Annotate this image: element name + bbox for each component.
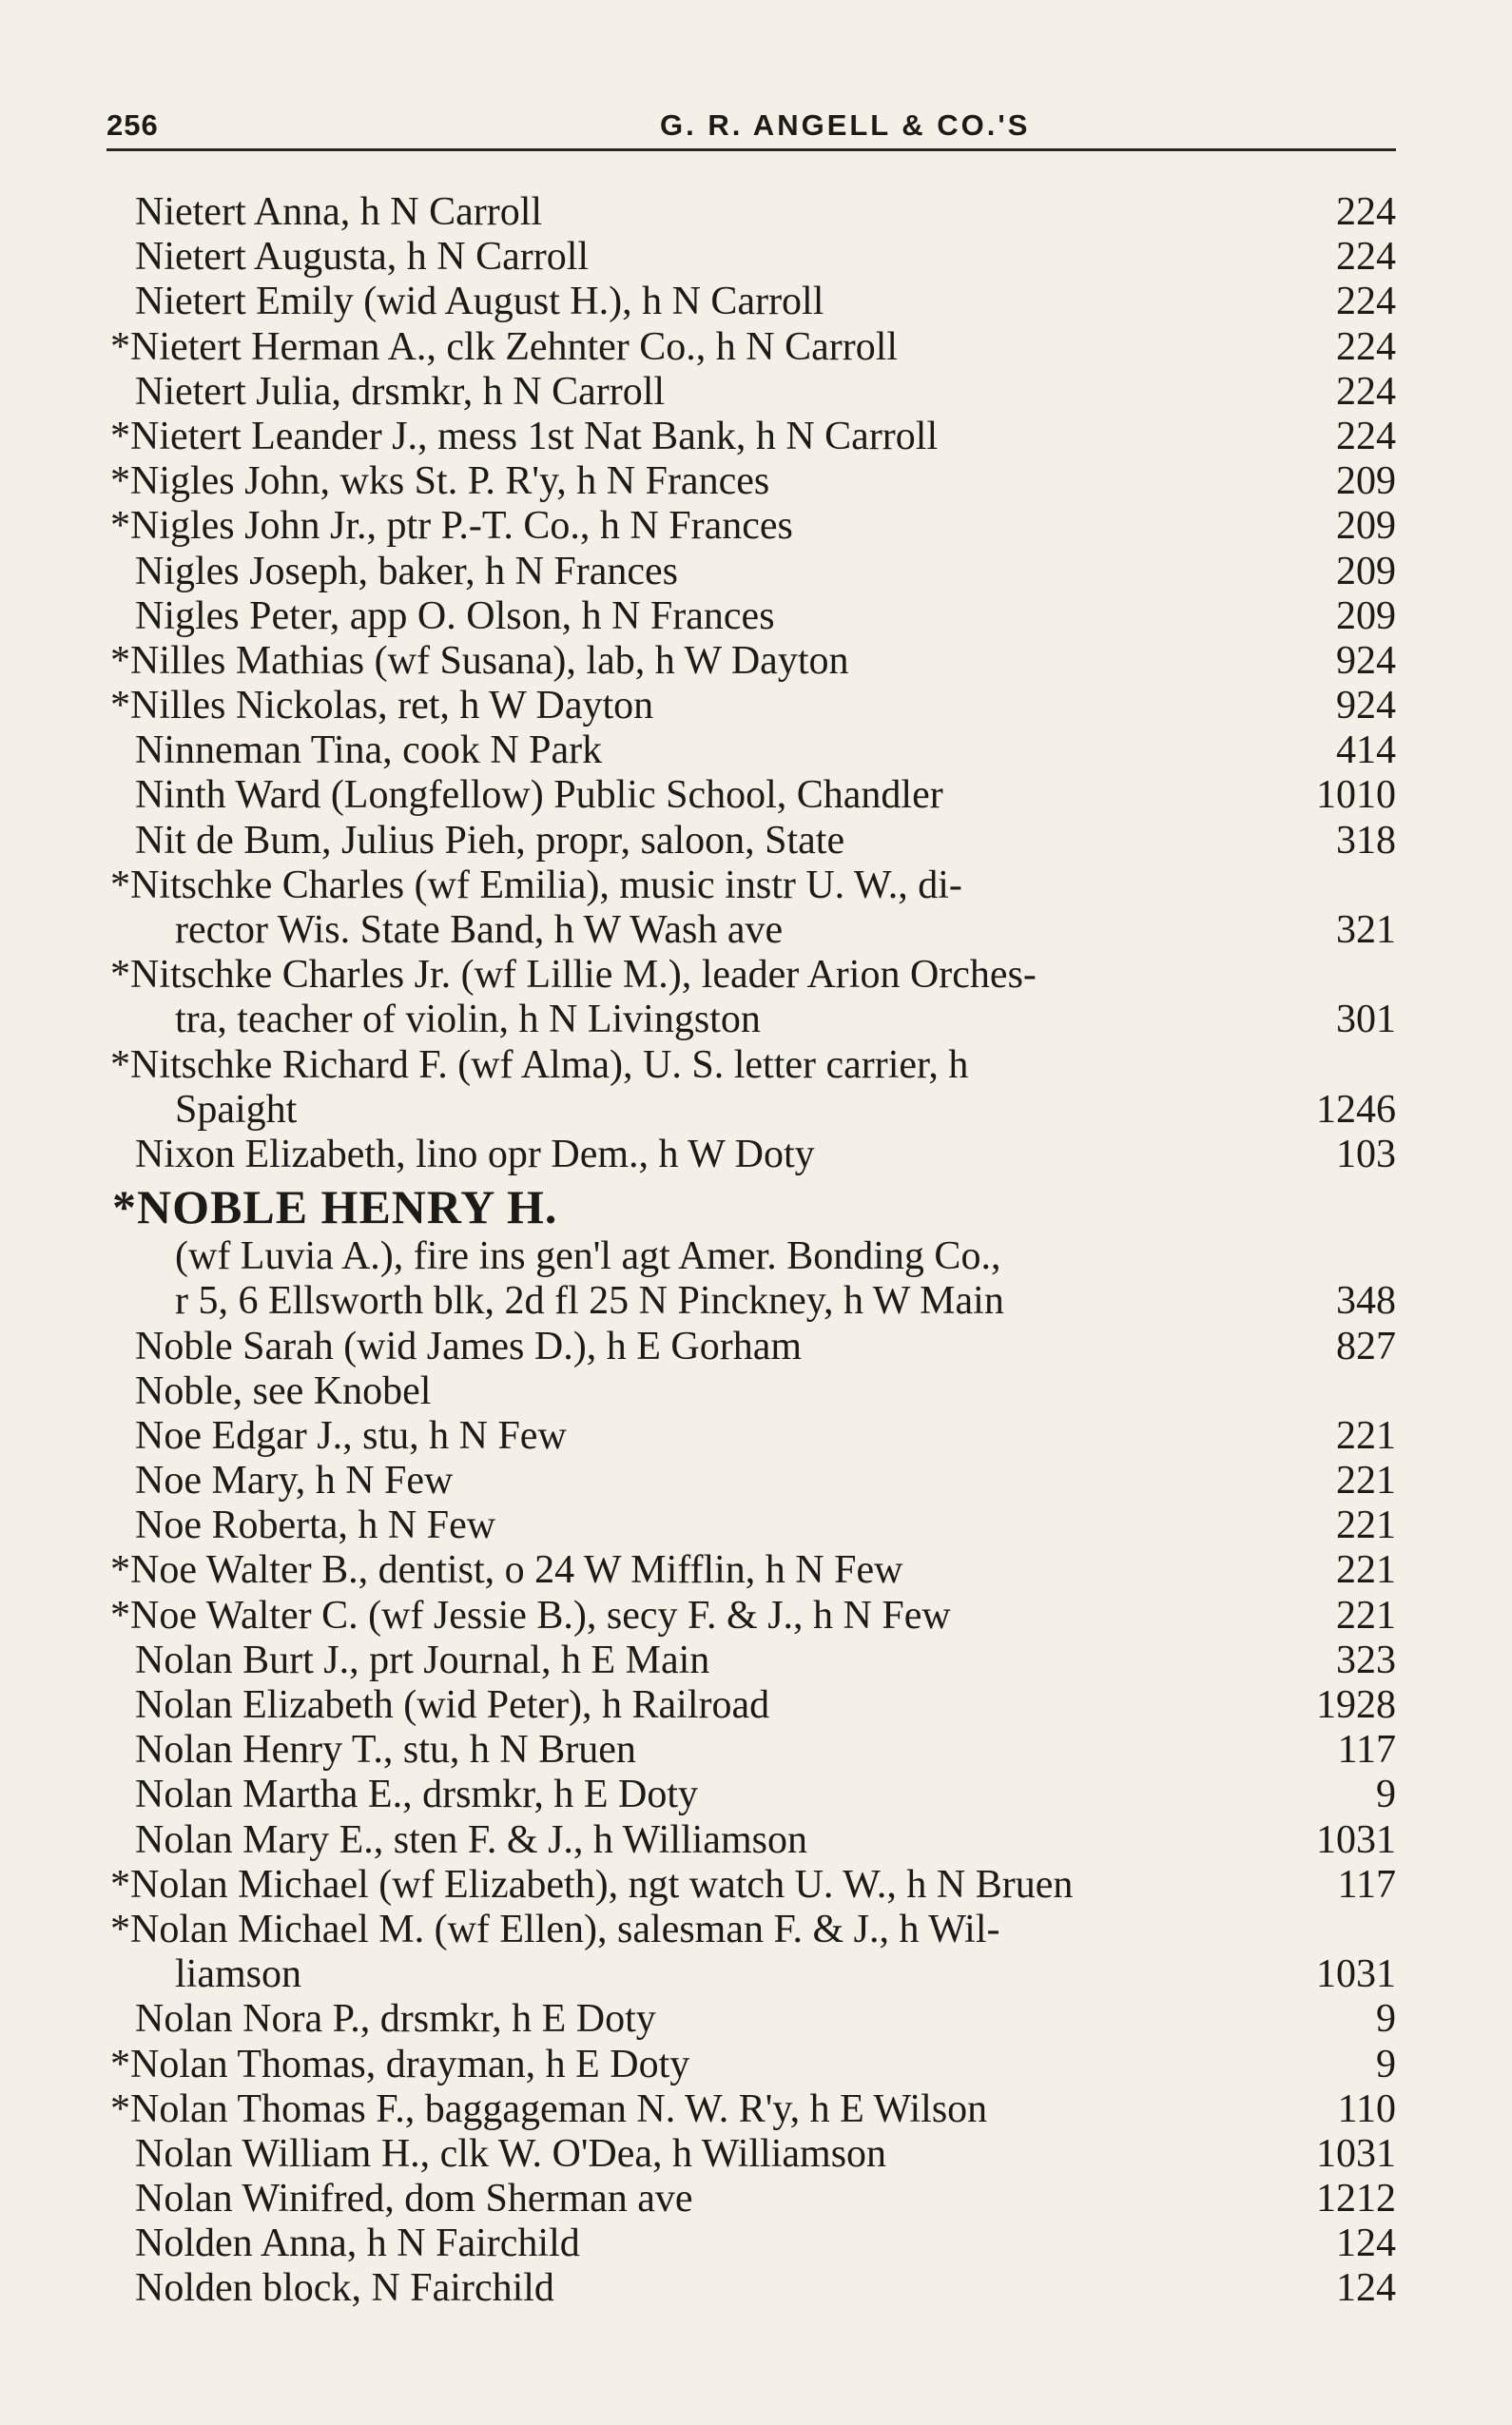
ward-number: 1031 <box>1316 1817 1396 1862</box>
ward-number: 124 <box>1336 2266 1396 2311</box>
directory-entries <box>107 190 1396 2312</box>
entry-heading <box>107 1177 1396 1234</box>
ward-number: 224 <box>1336 190 1396 234</box>
entry-text: *Nigles John, wks St. P. R'y, h N Frances <box>110 459 770 504</box>
directory-entry <box>107 1504 1396 1548</box>
ward-number: 209 <box>1336 459 1396 504</box>
entry-text: Nolan Winifred, dom Sherman ave <box>135 2177 693 2221</box>
ward-number: 110 <box>1337 2086 1396 2131</box>
directory-entry <box>107 1459 1396 1504</box>
entry-continuation <box>107 1279 1396 1324</box>
entry-text: rector Wis. State Band, h W Wash ave <box>175 908 784 952</box>
entry-text: Nolan Nora P., drsmkr, h E Doty <box>135 1997 656 2042</box>
entry-text: *NOBLE HENRY H. <box>112 1180 558 1234</box>
directory-entry <box>107 1133 1396 1177</box>
directory-entry <box>107 459 1396 504</box>
entry-text: Nietert Julia, drsmkr, h N Carroll <box>135 369 666 414</box>
ward-number: 318 <box>1336 818 1396 863</box>
entry-text: *Nolan Thomas F., baggageman N. W. R'y, h E Wilson <box>110 2086 988 2131</box>
directory-entry <box>107 863 1396 908</box>
ward-number: 224 <box>1336 235 1396 280</box>
ward-number: 221 <box>1336 1413 1396 1458</box>
ward-number: 103 <box>1336 1132 1396 1176</box>
directory-entry <box>107 1043 1396 1088</box>
directory-entry <box>107 1773 1396 1817</box>
entry-text: Nolan William H., clk W. O'Dea, h Williamson <box>135 2131 887 2176</box>
directory-entry <box>107 2221 1396 2266</box>
ward-number: 221 <box>1336 1548 1396 1593</box>
directory-entry <box>107 2087 1396 2132</box>
ward-number: 209 <box>1336 593 1396 638</box>
directory-entry <box>107 550 1396 594</box>
directory-entry <box>107 819 1396 863</box>
directory-entry <box>107 235 1396 280</box>
directory-entry <box>107 1639 1396 1683</box>
directory-entry <box>107 280 1396 324</box>
ward-number: 224 <box>1336 324 1396 369</box>
directory-entry <box>107 190 1396 235</box>
entry-text: (wf Luvia A.), fire ins gen'l agt Amer. Bonding Co., <box>175 1234 1001 1279</box>
entry-text: *Nitschke Charles Jr. (wf Lillie M.), leader Arion Orches- <box>110 953 1037 998</box>
directory-entry <box>107 639 1396 684</box>
page-number: 256 <box>107 108 159 142</box>
ward-number: 9 <box>1376 1997 1396 2042</box>
directory-entry <box>107 1997 1396 2042</box>
entry-text: *Nolan Michael M. (wf Ellen), salesman F. & J., h Wil- <box>110 1907 1000 1951</box>
entry-text: Nietert Anna, h N Carroll <box>135 190 543 234</box>
entry-text: *Nigles John Jr., ptr P.-T. Co., h N Frances <box>110 504 793 549</box>
directory-entry <box>107 953 1396 998</box>
directory-entry <box>107 1818 1396 1863</box>
entry-continuation <box>107 1234 1396 1279</box>
entry-continuation <box>107 998 1396 1042</box>
entry-text: Nietert Augusta, h N Carroll <box>135 235 590 280</box>
ward-number: 1246 <box>1316 1087 1396 1132</box>
ward-number: 1031 <box>1316 1952 1396 1997</box>
entry-text: *Noe Walter C. (wf Jessie B.), secy F. & J., h N Few <box>110 1593 951 1638</box>
entry-text: Nigles Joseph, baker, h N Frances <box>135 549 679 593</box>
entry-continuation <box>107 1952 1396 1997</box>
directory-entry <box>107 594 1396 639</box>
ward-number: 9 <box>1376 2042 1396 2086</box>
ward-number: 9 <box>1376 1773 1396 1817</box>
entry-text: Noble, see Knobel <box>135 1368 432 1413</box>
ward-number: 221 <box>1336 1459 1396 1504</box>
entry-text: tra, teacher of violin, h N Livingston <box>175 998 761 1042</box>
directory-entry <box>107 325 1396 370</box>
entry-text: Nigles Peter, app O. Olson, h N Frances <box>135 593 775 638</box>
directory-entry <box>107 1414 1396 1459</box>
ward-number: 1212 <box>1316 2177 1396 2221</box>
ward-number: 323 <box>1336 1638 1396 1682</box>
entry-continuation <box>107 1088 1396 1133</box>
entry-text: *Nolan Thomas, drayman, h E Doty <box>110 2042 690 2086</box>
directory-entry <box>107 1908 1396 1952</box>
directory-entry <box>107 1548 1396 1593</box>
ward-number: 224 <box>1336 280 1396 324</box>
entry-text: Nolan Burt J., prt Journal, h E Main <box>135 1638 710 1682</box>
ward-number: 224 <box>1336 414 1396 458</box>
directory-entry <box>107 2177 1396 2221</box>
directory-entry <box>107 504 1396 549</box>
entry-text: Spaight <box>175 1087 298 1132</box>
ward-number: 301 <box>1336 998 1396 1042</box>
ward-number: 209 <box>1336 549 1396 593</box>
ward-number: 348 <box>1336 1279 1396 1324</box>
entry-text: Noe Roberta, h N Few <box>135 1504 496 1548</box>
ward-number: 117 <box>1337 1728 1396 1773</box>
entry-text: Nolan Martha E., drsmkr, h E Doty <box>135 1773 699 1817</box>
directory-entry <box>107 370 1396 415</box>
directory-entry <box>107 1863 1396 1908</box>
entry-text: *Noe Walter B., dentist, o 24 W Mifflin, h N Few <box>110 1548 903 1593</box>
ward-number: 924 <box>1336 638 1396 683</box>
entry-text: Nixon Elizabeth, lino opr Dem., h W Doty <box>135 1132 815 1176</box>
entry-text: Nit de Bum, Julius Pieh, propr, saloon, State <box>135 818 845 863</box>
ward-number: 221 <box>1336 1504 1396 1548</box>
entry-text: *Nietert Herman A., clk Zehnter Co., h N Carroll <box>110 324 899 369</box>
entry-text: Nolan Elizabeth (wid Peter), h Railroad <box>135 1683 770 1727</box>
page-header <box>107 103 1396 151</box>
entry-text: Ninth Ward (Longfellow) Public School, Chandler <box>135 773 943 818</box>
entry-text: Ninneman Tina, cook N Park <box>135 728 603 773</box>
directory-entry <box>107 1325 1396 1369</box>
directory-entry <box>107 773 1396 818</box>
running-head: G. R. ANGELL & CO.'S <box>660 108 1031 142</box>
entry-text: *Nietert Leander J., mess 1st Nat Bank, h N Carroll <box>110 414 939 458</box>
entry-text: *Nitschke Richard F. (wf Alma), U. S. letter carrier, h <box>110 1042 969 1087</box>
directory-entry <box>107 415 1396 459</box>
entry-continuation <box>107 908 1396 953</box>
entry-text: r 5, 6 Ellsworth blk, 2d fl 25 N Pinckney, h W Main <box>175 1279 1004 1324</box>
entry-text: Nolan Henry T., stu, h N Bruen <box>135 1728 636 1773</box>
directory-entry <box>107 684 1396 728</box>
entry-text: *Nilles Nickolas, ret, h W Dayton <box>110 684 654 728</box>
ward-number: 1010 <box>1316 773 1396 818</box>
ward-number: 124 <box>1336 2221 1396 2266</box>
directory-entry <box>107 2132 1396 2177</box>
ward-number: 924 <box>1336 684 1396 728</box>
ward-number: 414 <box>1336 728 1396 773</box>
entry-text: *Nilles Mathias (wf Susana), lab, h W Dayton <box>110 638 849 683</box>
entry-text: Nietert Emily (wid August H.), h N Carroll <box>135 280 824 324</box>
entry-text: Noble Sarah (wid James D.), h E Gorham <box>135 1324 802 1368</box>
ward-number: 209 <box>1336 504 1396 549</box>
ward-number: 221 <box>1336 1593 1396 1638</box>
directory-entry <box>107 2266 1396 2311</box>
entry-text: Noe Edgar J., stu, h N Few <box>135 1413 567 1458</box>
ward-number: 117 <box>1337 1862 1396 1907</box>
directory-entry <box>107 1369 1396 1414</box>
ward-number: 1928 <box>1316 1683 1396 1727</box>
entry-text: *Nolan Michael (wf Elizabeth), ngt watch U. W., h N Bruen <box>110 1862 1074 1907</box>
entry-text: liamson <box>175 1952 301 1997</box>
ward-number: 827 <box>1336 1324 1396 1368</box>
directory-entry <box>107 1683 1396 1728</box>
entry-text: Nolden Anna, h N Fairchild <box>135 2221 580 2266</box>
entry-text: Nolan Mary E., sten F. & J., h Williamson <box>135 1817 807 1862</box>
entry-text: Nolden block, N Fairchild <box>135 2266 554 2311</box>
directory-entry <box>107 1594 1396 1639</box>
entry-text: Noe Mary, h N Few <box>135 1459 454 1504</box>
directory-entry <box>107 728 1396 773</box>
ward-number: 224 <box>1336 369 1396 414</box>
ward-number: 321 <box>1336 908 1396 952</box>
directory-entry <box>107 2043 1396 2087</box>
ward-number: 1031 <box>1316 2131 1396 2176</box>
directory-entry <box>107 1728 1396 1773</box>
entry-text: *Nitschke Charles (wf Emilia), music instr U. W., di- <box>110 863 962 907</box>
